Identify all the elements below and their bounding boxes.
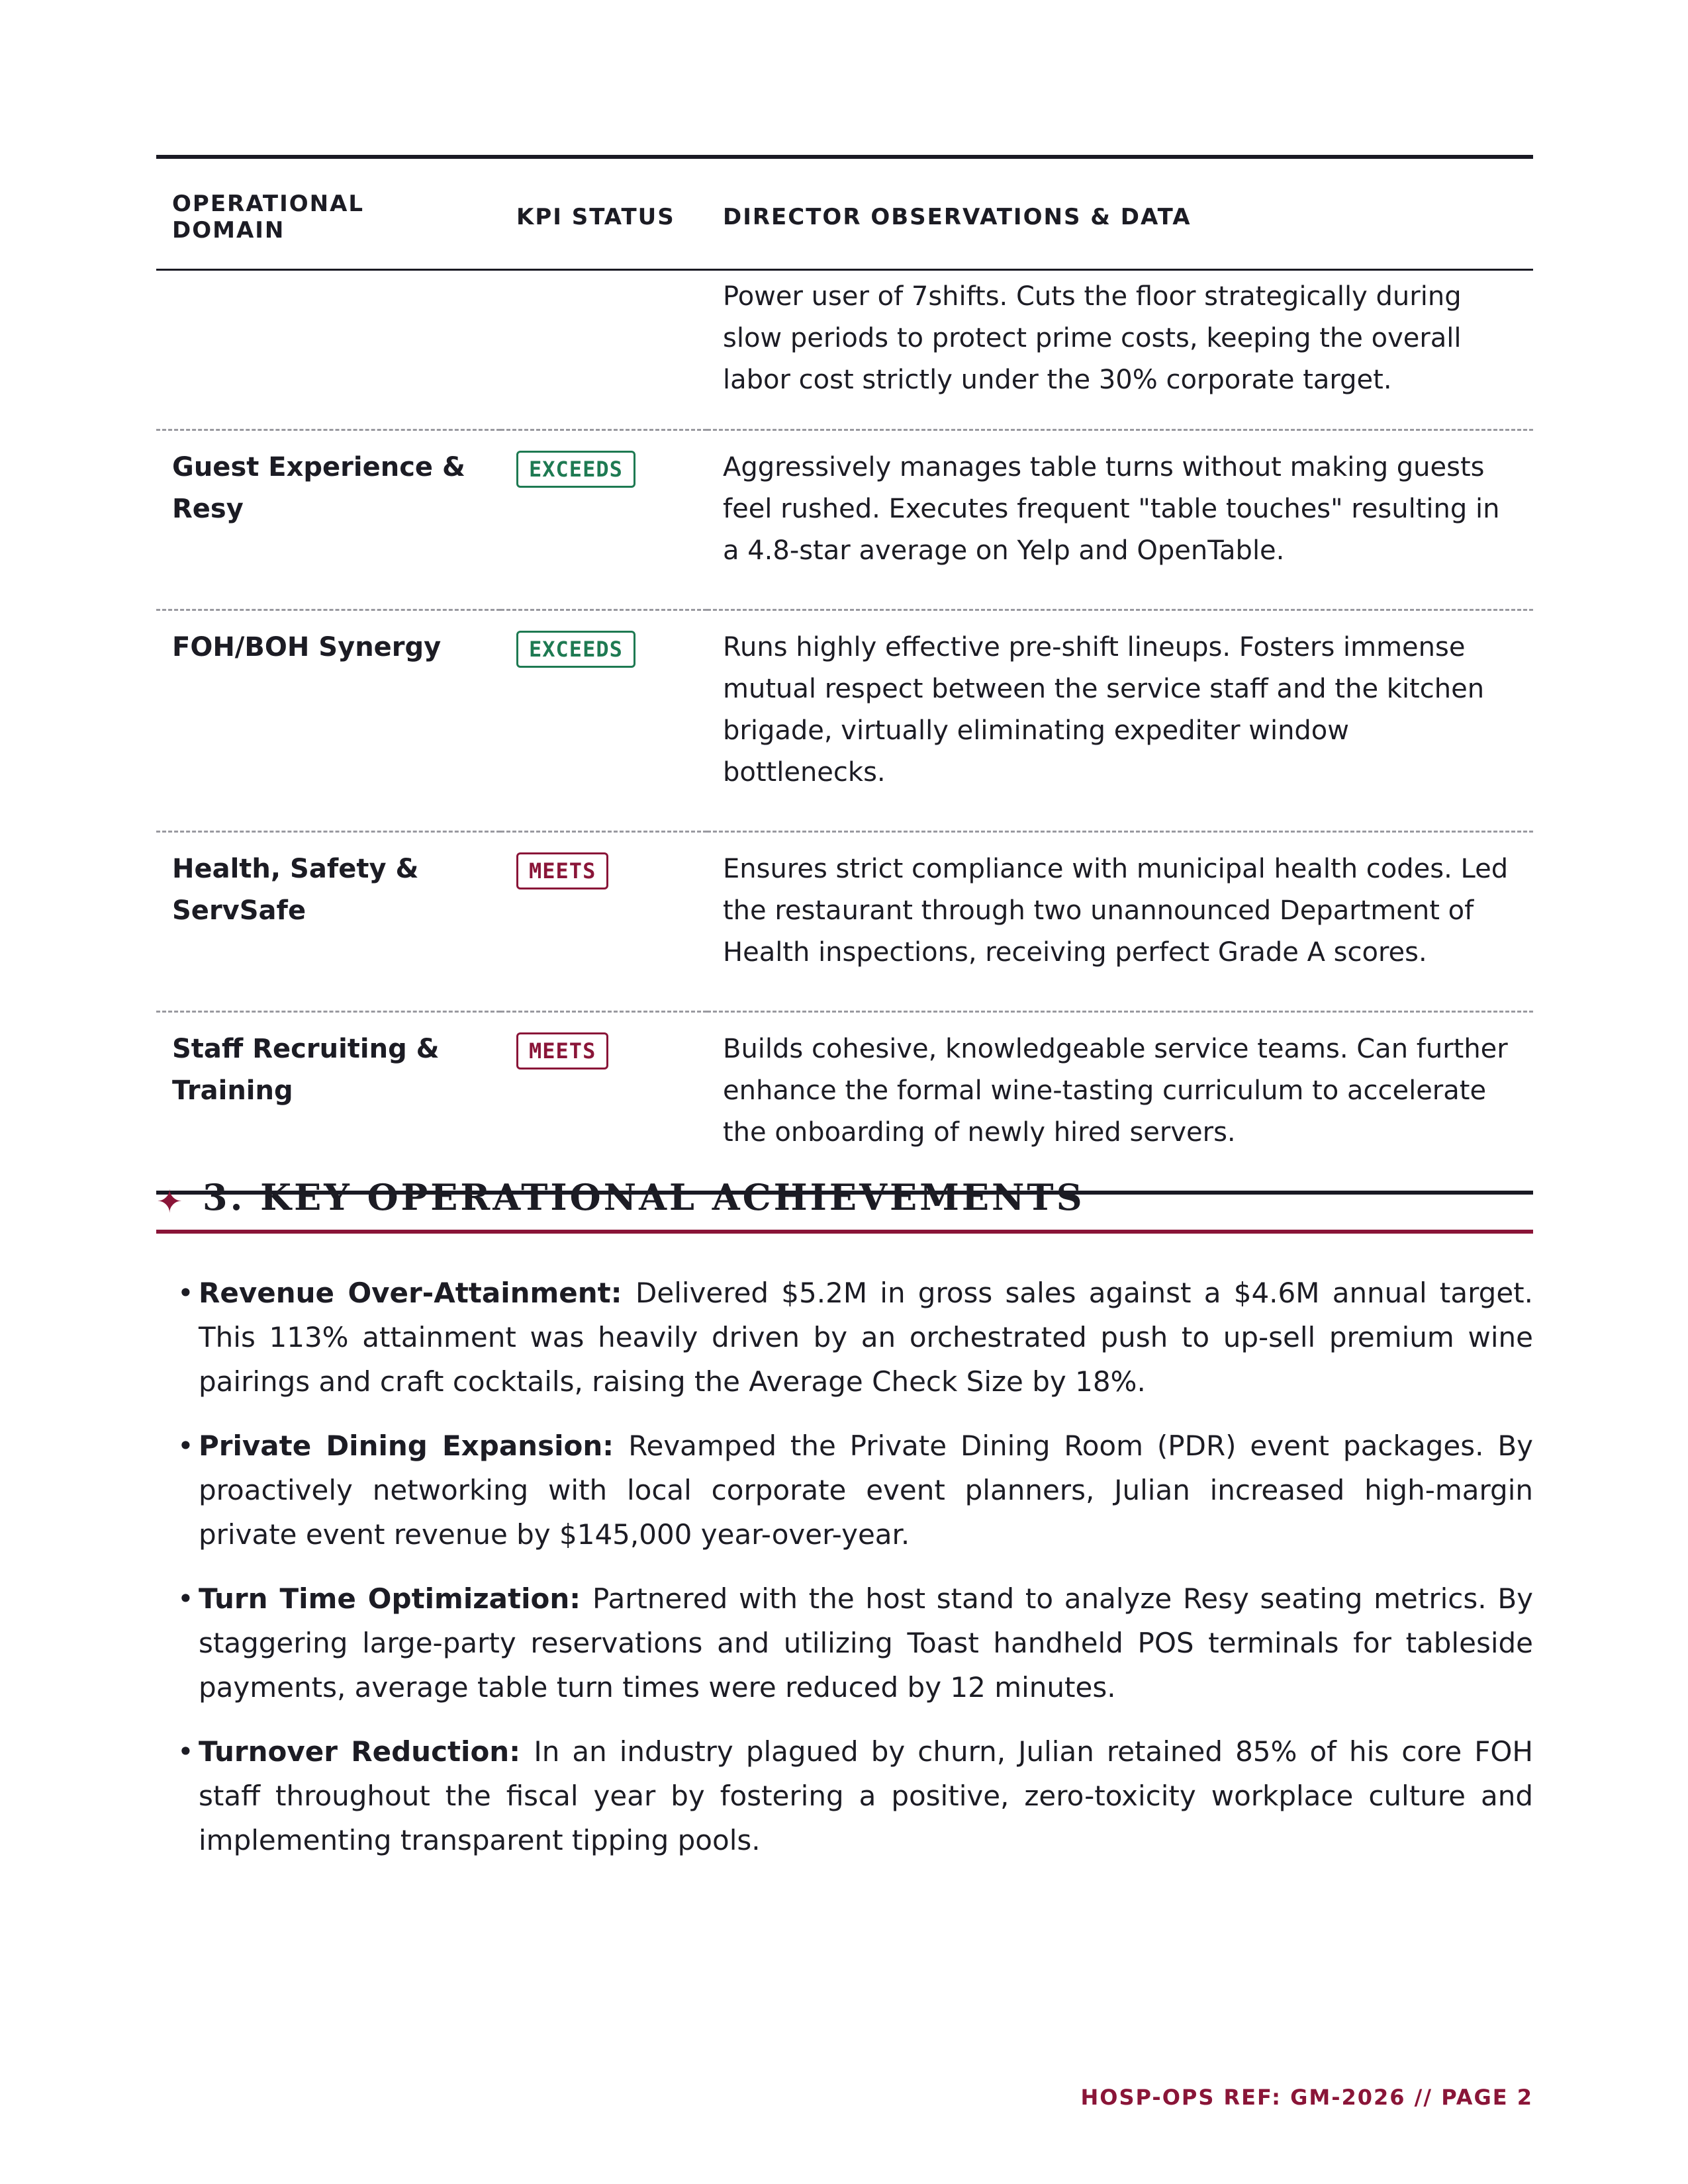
section-title: 3. KEY OPERATIONAL ACHIEVEMENTS — [203, 1176, 1085, 1218]
achievement-text: Partnered with the host stand to analyze Resy seating metrics. By staggering large-party reservations and utilizing Toast handheld POS terminals for tableside payments, average table turn times were reduced by 12 minutes. — [199, 1582, 1533, 1704]
status-badge: MEETS — [516, 1032, 608, 1069]
bullet-icon: • — [177, 1582, 194, 1615]
domain-cell: Guest Experience & Resy — [156, 430, 500, 610]
bullet-icon: • — [177, 1735, 194, 1768]
achievement-text: In an industry plagued by churn, Julian retained 85% of his core FOH staff throughout the fiscal year by fostering a positive, zero-toxicity workplace culture and implementing transparent tipping pools. — [199, 1735, 1534, 1856]
status-badge: EXCEEDS — [516, 451, 635, 488]
table-row — [156, 430, 1533, 610]
achievements-list — [175, 1271, 1533, 1882]
section-heading — [156, 1165, 1533, 1234]
header-kpi-status: KPI STATUS — [516, 204, 675, 230]
bullet-icon: • — [177, 1277, 194, 1309]
achievement-lead: Private Dining Expansion: — [199, 1430, 629, 1462]
kpi-table — [156, 155, 1533, 1195]
list-item — [175, 1576, 1533, 1709]
observation-cell: Aggressively manages table turns without making guests feel rushed. Executes frequent "table touches" resulting in a 4.8-star average on Yelp and OpenTable. — [707, 430, 1533, 610]
achievement-text: Delivered $5.2M in gross sales against a $4.6M annual target. This 113% attainment was heavily driven by an orchestrated push to up-sell premium wine pairings and craft cocktails, raising the Average Check Size by 18%. — [199, 1277, 1533, 1398]
list-item — [175, 1729, 1533, 1862]
status-badge: EXCEEDS — [516, 631, 635, 668]
domain-cell: FOH/BOH Synergy — [156, 610, 500, 832]
table-row — [156, 270, 1533, 430]
observation-cell: Power user of 7shifts. Cuts the floor strategically during slow periods to protect prime costs, keeping the overall labor cost strictly under the 30% corporate target. — [707, 270, 1533, 430]
status-cell — [500, 270, 707, 430]
bullet-icon: • — [177, 1430, 194, 1462]
observation-cell: Runs highly effective pre-shift lineups. Fosters immense mutual respect between the service staff and the kitchen brigade, virtually eliminating expediter window bottlenecks. — [707, 610, 1533, 832]
table-row — [156, 610, 1533, 832]
domain-cell: Staff Recruiting & Training — [156, 1012, 500, 1193]
header-director-observations: DIRECTOR OBSERVATIONS & DATA — [723, 204, 1192, 230]
observation-cell: Ensures strict compliance with municipal health codes. Led the restaurant through two unannounced Department of Health inspections, receiving perfect Grade A scores. — [707, 832, 1533, 1012]
table-row — [156, 832, 1533, 1012]
achievement-lead: Turn Time Optimization: — [199, 1582, 593, 1615]
achievement-text: Revamped the Private Dining Room (PDR) event packages. By proactively networking with local corporate event planners, Julian increased high-margin private event revenue by $145,000 year-over-year. — [199, 1430, 1533, 1551]
star-icon: ✦ — [156, 1183, 183, 1220]
status-cell — [500, 610, 707, 832]
status-badge: MEETS — [516, 852, 608, 889]
list-item — [175, 1271, 1533, 1404]
observation-cell: Builds cohesive, knowledgeable service teams. Can further enhance the formal wine-tasting curriculum to accelerate the onboarding of newly hired servers. — [707, 1012, 1533, 1193]
domain-cell: Health, Safety & ServSafe — [156, 832, 500, 1012]
achievement-lead: Revenue Over-Attainment: — [199, 1277, 636, 1309]
domain-cell — [156, 270, 500, 430]
page-footer: HOSP-OPS REF: GM-2026 // PAGE 2 — [1080, 2085, 1533, 2110]
status-cell — [500, 832, 707, 1012]
status-cell — [500, 430, 707, 610]
achievement-lead: Turnover Reduction: — [199, 1735, 534, 1768]
list-item — [175, 1424, 1533, 1557]
kpi-table-header — [156, 157, 1533, 270]
header-operational-domain: OPERATIONAL DOMAIN — [172, 191, 365, 244]
